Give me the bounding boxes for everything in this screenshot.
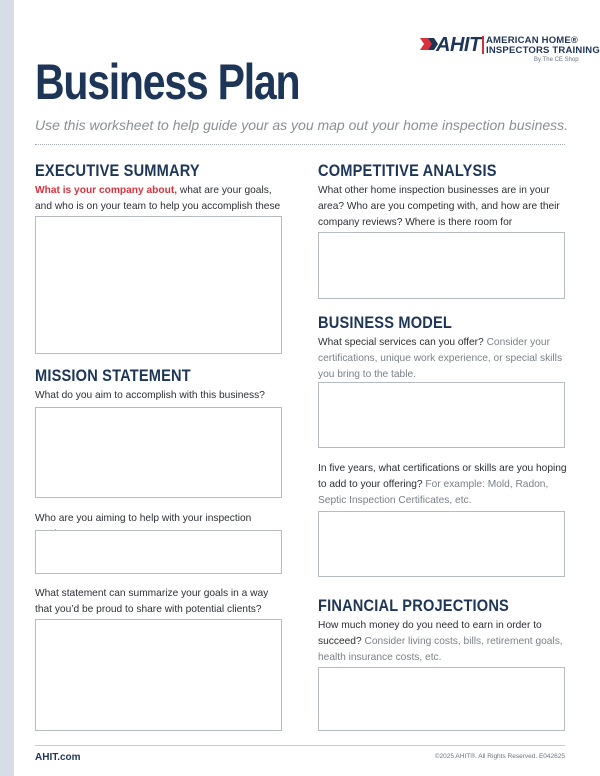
mission-statement-heading: MISSION STATEMENT [35,366,191,385]
executive-summary-answer-box[interactable] [35,216,282,354]
services-question-main: What special services can you offer? [318,337,484,348]
mission-aim-question: What do you aim to accomplish with this business? [35,390,265,401]
financial-question-hint: Consider living costs, bills, retirement goals, health insurance costs, etc. [318,636,563,663]
competitive-analysis-answer-box[interactable] [318,232,565,299]
growth-question-hint: For example: Mold, Radon, Septic Inspection Certificates, etc. [318,479,549,506]
footer-site: AHIT.com [35,752,81,763]
business-model-services-answer-box[interactable] [318,382,565,448]
logo-divider [482,36,484,54]
business-model-growth-answer-box[interactable] [318,511,565,577]
services-question-hint: Consider your certifications, unique work experience, or special skills you bring to the table. [318,337,563,380]
business-model-services-question [318,335,568,383]
footer-divider [35,745,565,746]
financial-projections-question [318,618,568,666]
footer-copyright: ©2025 AHIT®. All Rights Reserved. E042625 [434,753,565,760]
business-model-heading: BUSINESS MODEL [318,313,453,332]
mission-audience-answer-box[interactable] [35,530,282,574]
financial-projections-answer-box[interactable] [318,667,565,731]
mission-summary-question: What statement can summarize your goals in a way that you’d be proud to share with potential clients? [35,588,269,615]
logo-line2: INSPECTORS TRAINING [486,45,600,56]
ahit-logo [420,34,600,70]
dotted-divider [35,144,565,145]
page-title: Business Plan [35,54,300,110]
left-stripe [0,0,14,776]
executive-summary-highlight: What is your company about, [35,185,178,196]
executive-summary-heading: EXECUTIVE SUMMARY [35,161,200,180]
financial-projections-heading: FINANCIAL PROJECTIONS [318,596,509,615]
competitive-analysis-heading: COMPETITIVE ANALYSIS [318,161,497,180]
page-subtitle: Use this worksheet to help guide your as you map out your home inspection business. [35,117,569,133]
mission-summary-answer-box[interactable] [35,619,282,731]
logo-line1: AMERICAN HOME® [486,35,579,46]
logo-ahit: AHIT [436,34,481,56]
financial-question-main: How much money do you need to earn in order to succeed? [318,620,542,647]
business-model-growth-question [318,461,568,509]
logo-byline: By The CE Shop [534,57,579,63]
executive-summary-question-rest: what are your goals, and who is on your team to help you accomplish these [35,185,281,212]
competitive-analysis-question: What other home inspection businesses are in your area? Who are you competing with, and how are their company reviews? Where is there room for [318,185,560,228]
mission-aim-answer-box[interactable] [35,407,282,498]
growth-question-main: In five years, what certifications or skills are you hoping to add to your offering? [318,463,567,490]
mission-audience-question: Who are you aiming to help with your inspection [35,513,252,524]
